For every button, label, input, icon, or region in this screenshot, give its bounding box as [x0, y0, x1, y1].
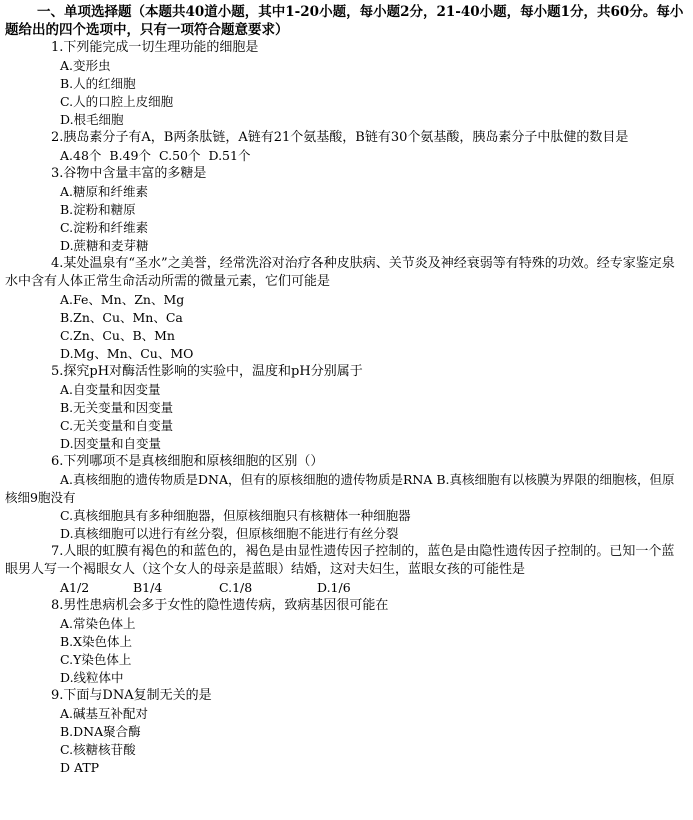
option-b: B.无关变量和因变量 — [60, 400, 174, 415]
option-a: A.糖原和纤维素 — [60, 184, 149, 199]
option-d: D.51个 — [208, 148, 251, 163]
question-9 — [5, 687, 685, 777]
question-stem: 4.某处温泉有“圣水”之美誉，经常洗浴对治疗各种皮肤病、关节炎及神经衰弱等有特殊的功效。经专家鉴定泉水中含有人体正常生命活动所需的微量元素，它们可能是 — [5, 256, 675, 289]
question-stem: 6.下列哪项不是真核细胞和原核细胞的区别（） — [51, 454, 324, 469]
option-b: B.Zn、Cu、Mn、Ca — [60, 310, 183, 325]
question-stem: 9.下面与DNA复制无关的是 — [51, 688, 212, 703]
option-d: D.根毛细胞 — [60, 112, 124, 127]
question-8 — [5, 597, 685, 687]
option-d: D.因变量和自变量 — [60, 436, 162, 451]
option-b: B.DNA聚合酶 — [60, 724, 141, 739]
question-5 — [5, 363, 685, 453]
question-stem: 8.男性患病机会多于女性的隐性遗传病，致病基因很可能在 — [51, 598, 389, 613]
option-c: C.Y染色体上 — [60, 652, 132, 667]
option-b: B.人的红细胞 — [60, 76, 136, 91]
option-a: A.Fe、Mn、Zn、Mg — [60, 292, 185, 307]
option-b: B.X染色体上 — [60, 634, 133, 649]
option-a-b: A.真核细胞的遗传物质是DNA，但有的原核细胞的遗传物质是RNA B.真核细胞有以核膜为界限的细胞核，但原核细9胞没有 — [5, 472, 675, 505]
option-d: D.线粒体中 — [60, 670, 124, 685]
option-a: A.48个 — [60, 148, 102, 163]
option-d: D.Mg、Mn、Cu、MO — [60, 346, 194, 361]
option-a: A.自变量和因变量 — [60, 382, 161, 397]
option-c: C.核糖核苷酸 — [60, 742, 136, 757]
option-c: C.Zn、Cu、B、Mn — [60, 328, 175, 343]
question-stem: 2.胰岛素分子有A，B两条肽链，A链有21个氨基酸，B链有30个氨基酸，胰岛素分子中肽健的数目是 — [51, 130, 629, 145]
question-7 — [5, 543, 685, 597]
question-stem: 1.下列能完成一切生理功能的细胞是 — [51, 40, 259, 55]
question-stem: 7.人眼的虹膜有褐色的和蓝色的，褐色是由显性遗传因子控制的，蓝色是由隐性遗传因子控制的。已知一个蓝眼男人写一个褐眼女人（这个女人的母亲是蓝眼）结婚，这对夫妇生，蓝眼女孩的可能性是 — [5, 544, 675, 577]
question-4 — [5, 255, 685, 363]
question-1 — [5, 39, 685, 129]
option-d: D.蔗糖和麦芽糖 — [60, 238, 149, 253]
option-c: C.无关变量和自变量 — [60, 418, 174, 433]
option-a: A.常染色体上 — [60, 616, 136, 631]
options-row — [5, 147, 685, 165]
option-c: C.50个 — [159, 148, 201, 163]
options-row — [5, 579, 685, 597]
question-3 — [5, 165, 685, 255]
option-d: D ATP — [60, 760, 100, 775]
option-b: B.淀粉和糖原 — [60, 202, 136, 217]
question-6 — [5, 453, 685, 543]
option-d: D.1/6 — [317, 580, 351, 595]
question-stem: 5.探究pH对酶活性影响的实验中，温度和pH分别属于 — [51, 364, 363, 379]
option-a: A.变形虫 — [60, 58, 111, 73]
option-a: A1/2 — [60, 580, 90, 595]
option-c: C.真核细胞具有多种细胞器，但原核细胞只有核糖体一种细胞器 — [60, 508, 411, 523]
option-b: B.49个 — [109, 148, 151, 163]
option-b: B1/4 — [133, 580, 163, 595]
question-2 — [5, 129, 685, 165]
option-d: D.真核细胞可以进行有丝分裂，但原核细胞不能进行有丝分裂 — [60, 526, 399, 541]
option-c: C.人的口腔上皮细胞 — [60, 94, 174, 109]
section-heading: 一、单项选择题（本题共40道小题，其中1-20小题，每小题2分，21-40小题，每小题1分，共60分。每小题给出的四个选项中，只有一项符合题意要求） — [5, 4, 684, 38]
option-a: A.碱基互补配对 — [60, 706, 149, 721]
question-stem: 3.谷物中含量丰富的多糖是 — [51, 166, 207, 181]
option-c: C.淀粉和纤维素 — [60, 220, 149, 235]
option-c: C.1/8 — [219, 580, 253, 595]
